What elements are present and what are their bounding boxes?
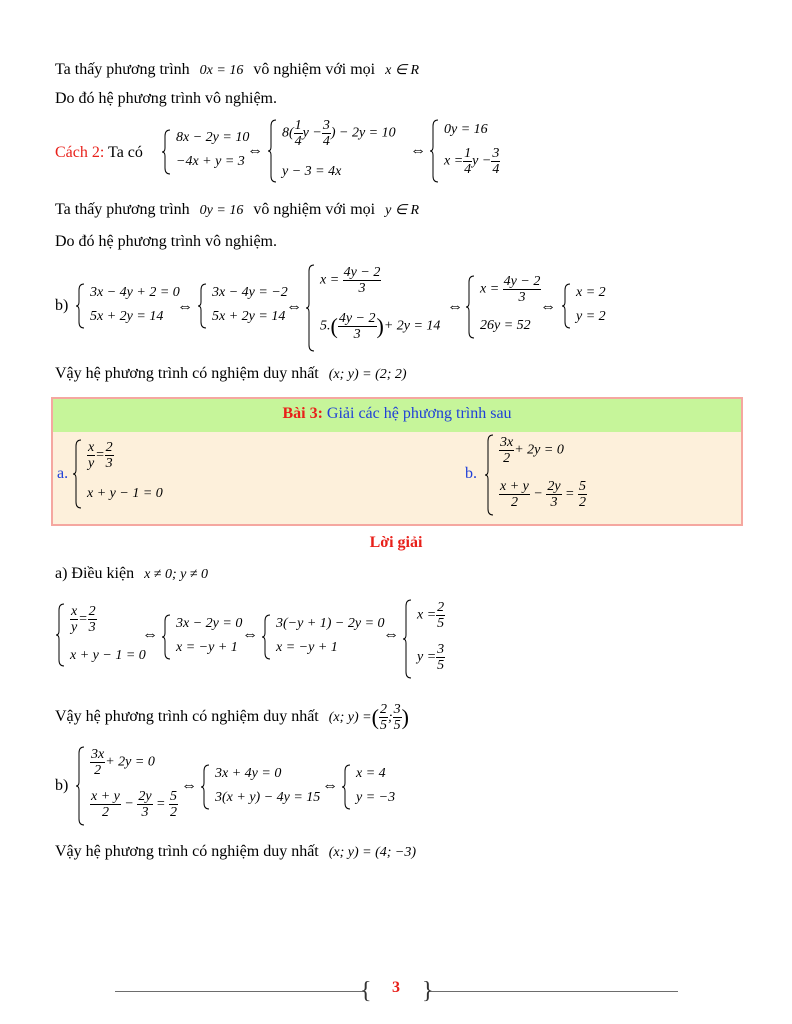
equiv-icon: ⇔ (242, 626, 258, 643)
para-1 (55, 60, 419, 81)
exercise-header (53, 399, 741, 432)
fraction (499, 479, 530, 510)
equation: y = −3 (356, 790, 396, 805)
para-6: Vậy hệ phương trình có nghiệm duy nhất (x; y) =( $\frac{2}{5}$ ; $\frac{3}{5}$ ) (55, 702, 409, 733)
math-inline: (x; y) = (4; −3) (328, 845, 417, 860)
equation: 0y = 16 (444, 122, 488, 137)
paren: ( (330, 313, 338, 339)
den: 5 (437, 616, 445, 631)
equation: 26y = 52 (480, 318, 531, 333)
math-inline: (x; y) = (328, 710, 372, 726)
brace-icon (162, 613, 172, 661)
fraction (343, 265, 382, 296)
equation: 3x − 4y = −2 (212, 285, 288, 300)
system-b1 (76, 282, 186, 330)
den: 3 (141, 805, 149, 820)
den: 5 (393, 718, 401, 733)
cach2-label (55, 143, 143, 163)
den: 2 (94, 763, 102, 778)
math: + 2y = 14 (383, 318, 441, 334)
num: 2y (138, 789, 152, 804)
paren: ( (371, 704, 379, 730)
brace-icon (562, 282, 572, 330)
fraction (503, 274, 542, 305)
fraction (499, 435, 514, 466)
num: 3 (437, 642, 445, 657)
exercise-title: Bài 3: (282, 405, 323, 422)
fraction (436, 600, 445, 631)
para-2: Do đó hệ phương trình vô nghiệm. (55, 90, 277, 107)
para-4: Do đó hệ phương trình vô nghiệm. (55, 233, 277, 250)
num: 4y − 2 (343, 265, 381, 280)
num: 5 (579, 479, 586, 494)
fraction (90, 747, 105, 778)
den: 5 (379, 718, 387, 733)
num: 2 (88, 604, 96, 619)
math: y = (417, 649, 437, 665)
den: 4 (464, 162, 472, 177)
equiv-icon: ⇔ (181, 777, 197, 794)
text: Vậy hệ phương trình có nghiệm duy nhất (55, 708, 319, 726)
brace-icon (485, 433, 495, 517)
equation: 3(x + y) − 4y = 15 (215, 790, 321, 805)
system-sa2 (162, 613, 252, 661)
equation: x = −y + 1 (276, 640, 338, 655)
fraction (137, 789, 152, 820)
den: 2 (101, 805, 109, 820)
fraction (578, 479, 587, 510)
brace-icon (262, 613, 272, 661)
text: Ta thấy phương trình (55, 201, 190, 218)
system-3 (430, 118, 540, 184)
brace-icon (201, 763, 211, 811)
equation: x + y − 1 = 0 (87, 486, 163, 501)
math: + 2y = 0 (514, 442, 564, 458)
text: Vậy hệ phương trình có nghiệm duy nhất (55, 843, 319, 860)
brace-icon (76, 282, 86, 330)
num: 5 (170, 789, 177, 804)
fraction (105, 440, 114, 471)
num: 4y − 2 (503, 274, 541, 289)
fraction (379, 702, 388, 733)
den: 3 (105, 456, 113, 471)
math: x = (320, 272, 340, 288)
math: y − (302, 125, 322, 141)
num: 2y (547, 479, 561, 494)
math-inline: 0y = 16 (199, 203, 244, 218)
equation: 8x − 2y = 10 (176, 130, 250, 145)
fraction (90, 789, 121, 820)
den: 3 (550, 495, 558, 510)
brace-icon (268, 118, 278, 184)
equation: 3(−y + 1) − 2y = 0 (276, 616, 385, 631)
brace-icon (306, 263, 316, 353)
fraction (294, 118, 303, 149)
equation: x = 4 (356, 766, 386, 781)
equation: x + y − 1 = 0 (70, 648, 146, 663)
system-b5 (562, 282, 612, 330)
para-5 (55, 364, 407, 385)
page-number: 3 (392, 979, 400, 996)
system-b3 (306, 263, 456, 353)
text: vô nghiệm với mọi (253, 201, 376, 218)
brace-icon (56, 602, 66, 668)
math: ) − 2y = 10 (330, 125, 396, 141)
math-inline: (x; y) = (2; 2) (328, 367, 407, 382)
num: x + y (500, 479, 529, 494)
para-7 (55, 842, 416, 863)
equiv-icon: ⇔ (410, 142, 426, 159)
fraction (87, 440, 95, 471)
text: Ta có (108, 144, 143, 161)
system-sb3 (342, 763, 402, 811)
part-b-label: b) (55, 297, 69, 314)
text: a) Điều kiện (55, 565, 135, 582)
num: x (88, 440, 95, 455)
equation: x = −y + 1 (176, 640, 238, 655)
system-b2 (198, 282, 298, 330)
math: x = (480, 281, 500, 297)
den: y (71, 620, 78, 635)
equation: 3x − 2y = 0 (176, 616, 243, 631)
text: vô nghiệm với mọi (253, 61, 376, 78)
text: Ta thấy phương trình (55, 61, 190, 78)
system-sa1: $\frac{x}{y}$ = $\frac{2}{3}$ x + y − 1 = 0 (56, 602, 166, 668)
brace-icon (430, 118, 440, 184)
equation: 5x + 2y = 14 (212, 309, 286, 324)
num: 1 (294, 118, 302, 133)
item-label: a. (57, 465, 69, 482)
system-sb1: $\frac{3x}{2}$ + 2y = 0 $\frac{x + y}{2}$ − $\frac{2y}{3}$ = $\frac{5}{2}$ (76, 745, 186, 827)
exercise-box (51, 397, 743, 526)
equiv-icon: ⇔ (383, 626, 399, 643)
method-label: Cách 2: (55, 144, 105, 161)
system-sb2 (201, 763, 331, 811)
num: 1 (464, 146, 472, 161)
math: + 2y = 0 (105, 754, 155, 770)
den: 2 (170, 805, 177, 820)
den: 2 (579, 495, 586, 510)
num: x + y (91, 789, 120, 804)
fraction (393, 702, 402, 733)
system-bai3-a: $\frac{x}{y}$ = $\frac{2}{3}$ x + y − 1 = 0 (73, 438, 183, 510)
den: y (88, 456, 95, 471)
equation: x = 2 (576, 285, 606, 300)
exercise-body (53, 432, 741, 524)
math: y − (472, 153, 492, 169)
fraction (169, 789, 178, 820)
brace-right-icon: } (422, 978, 434, 1004)
den: 3 (518, 290, 526, 305)
footer-rule (428, 991, 678, 992)
den: 2 (503, 451, 511, 466)
solution-heading: Lời giải (369, 534, 423, 551)
brace-icon (162, 128, 172, 176)
math-inline: y ∈ R (385, 203, 420, 218)
fraction (491, 146, 500, 177)
system-sa4 (403, 598, 463, 680)
math: x = (444, 153, 464, 169)
brace-icon (76, 745, 86, 827)
equiv-icon: ⇔ (322, 777, 338, 794)
footer-rule (115, 991, 365, 992)
num: 3x (500, 435, 514, 450)
den: 3 (353, 327, 361, 342)
text: Vậy hệ phương trình có nghiệm duy nhất (55, 365, 319, 382)
den: 5 (437, 658, 445, 673)
num: 2 (379, 702, 387, 717)
equation: y − 3 = 4x (282, 164, 342, 179)
den: 2 (510, 495, 518, 510)
brace-icon (73, 438, 83, 510)
math-inline: 0x = 16 (199, 63, 244, 78)
system-2 (268, 118, 418, 184)
equation: 5x + 2y = 14 (90, 309, 164, 324)
den: 3 (358, 281, 366, 296)
den: 4 (322, 134, 330, 149)
num: 2 (437, 600, 445, 615)
num: 3x (91, 747, 105, 762)
num: 3 (492, 146, 500, 161)
equiv-icon: ⇔ (447, 298, 463, 315)
brace-icon (198, 282, 208, 330)
num: 3 (322, 118, 330, 133)
fraction (546, 479, 561, 510)
fraction (436, 642, 445, 673)
equation: −4x + y = 3 (176, 154, 245, 169)
math: x = (417, 607, 437, 623)
equiv-icon: ⇔ (540, 298, 556, 315)
den: 3 (88, 620, 96, 635)
condition-line (55, 564, 208, 585)
system-bai3-b: $\frac{3x}{2}$ + 2y = 0 $\frac{x + y}{2}$ − $\frac{2y}{3}$ = $\frac{5}{2}$ (485, 433, 605, 517)
brace-left-icon: { (360, 978, 372, 1004)
fraction (88, 604, 97, 635)
fraction (70, 604, 78, 635)
exercise-subtitle: Giải các hệ phương trình sau (326, 405, 512, 422)
num: 2 (105, 440, 113, 455)
system-b4 (466, 274, 546, 340)
equiv-icon: ⇔ (142, 626, 158, 643)
math-inline: x ≠ 0; y ≠ 0 (144, 567, 209, 582)
brace-icon (466, 274, 476, 340)
item-label: b. (465, 465, 477, 482)
equation: y = 2 (576, 309, 606, 324)
equiv-icon: ⇔ (286, 298, 302, 315)
fraction (322, 118, 331, 149)
equiv-icon: ⇔ (177, 298, 193, 315)
equiv-icon: ⇔ (247, 142, 263, 159)
system-sa3 (262, 613, 392, 661)
num: x (71, 604, 78, 619)
math-inline: x ∈ R (385, 63, 420, 78)
den: 4 (294, 134, 302, 149)
para-3 (55, 200, 419, 221)
num: 3 (393, 702, 401, 717)
fraction (338, 311, 377, 342)
brace-icon (403, 598, 413, 680)
num: 4y − 2 (338, 311, 376, 326)
equation: 3x − 4y + 2 = 0 (90, 285, 180, 300)
paren: ) (401, 704, 409, 730)
math: 8( (282, 125, 294, 141)
part-b-label: b) (55, 777, 69, 794)
math: 5. (320, 318, 331, 334)
den: 4 (492, 162, 500, 177)
equation: 3x + 4y = 0 (215, 766, 282, 781)
brace-icon (342, 763, 352, 811)
paren: ) (376, 313, 384, 339)
fraction (463, 146, 472, 177)
